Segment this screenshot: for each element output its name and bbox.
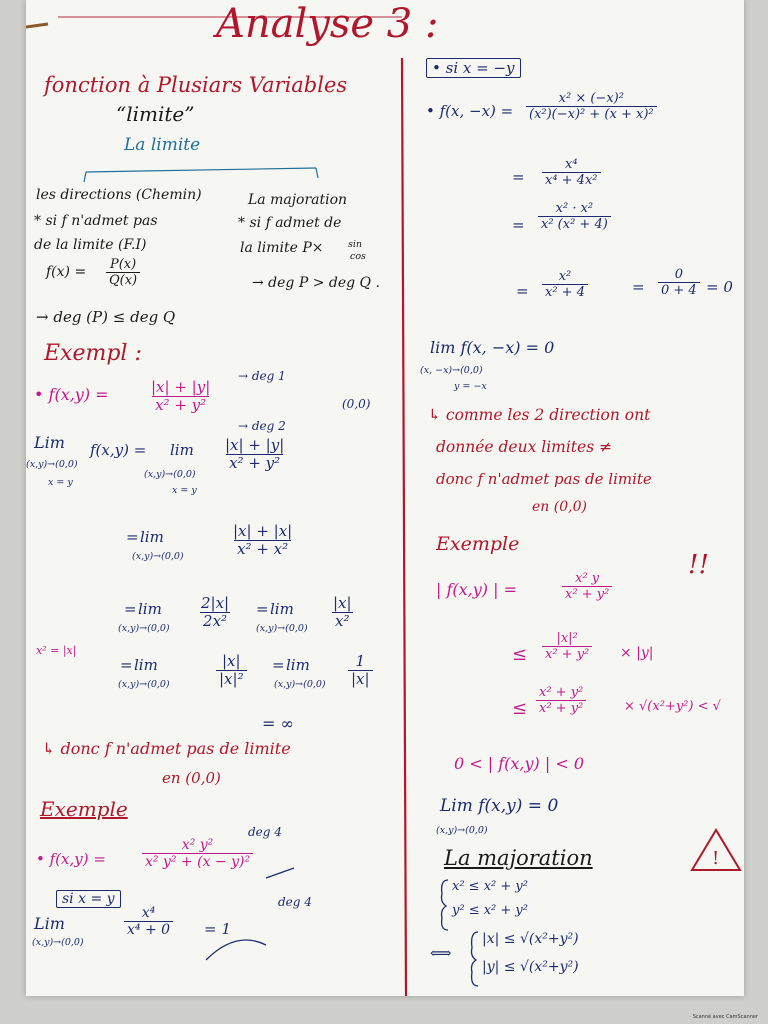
example2-lim: Lim	[34, 914, 65, 933]
fraction-denominator: x² + y²	[542, 646, 592, 662]
inequality-squeeze: 0 < | f(x,y) | < 0	[454, 754, 585, 773]
example3-abs-f: | f(x,y) | =	[436, 580, 517, 599]
majoration-sin: sin	[348, 239, 363, 250]
step3-eq-2: =	[256, 600, 269, 618]
fraction-numerator: x⁴	[564, 157, 578, 172]
example3-le1-tail: × |y|	[620, 645, 654, 661]
conclusion1-line2: en (0,0)	[162, 769, 221, 787]
page-title: Analyse 3 :	[216, 1, 439, 47]
right-result-zero: = 0	[706, 278, 733, 296]
step3-lim: lim	[138, 600, 162, 618]
example2-condition-box: si x = y	[56, 890, 121, 908]
fraction-denominator: x² (x² + 4)	[538, 216, 611, 232]
step4-sub: (x,y)→(0,0)	[118, 679, 170, 690]
step4-eq-2: =	[272, 656, 285, 674]
example2-limit-value: = 1	[204, 920, 231, 938]
fraction-denominator: |x|²	[216, 670, 247, 688]
right-limit-2-sub1: (x, −x)→(0,0)	[420, 365, 483, 376]
step4-lim: lim	[134, 656, 158, 674]
fraction-denominator: 0 + 4	[658, 282, 700, 298]
limit-sub-direction-2: x = y	[172, 485, 197, 496]
conclusion2-line3: donc f n'admet pas de limite	[436, 470, 652, 488]
right-eq-4: =	[516, 282, 529, 300]
fraction-numerator: |x|	[333, 594, 352, 612]
fraction-denominator: x⁴ + 4x²	[542, 172, 601, 188]
fraction-denominator: x⁴ + 0	[124, 921, 173, 938]
right-f: • f(x, −x) =	[426, 102, 514, 120]
subheading-la-limite: La limite	[124, 135, 201, 155]
fraction-numerator: |x|	[222, 652, 241, 670]
heading-limite: “limite”	[116, 102, 195, 126]
example3-le-2: ≤	[512, 698, 528, 719]
directions-line1: * si f n'admet pas	[34, 213, 158, 229]
majoration-line2: la limite P×	[240, 240, 324, 256]
scanner-credit: Scanné avec CamScanner	[692, 1014, 758, 1020]
example1-f: • f(x,y) =	[34, 385, 109, 404]
directions-f: f(x) =	[46, 264, 87, 280]
example2-deg4-top: deg 4	[248, 825, 282, 839]
fraction-numerator: |x|²	[556, 631, 578, 646]
right-condition-box: • si x = −y	[426, 58, 521, 78]
step2-lim: lim	[140, 528, 164, 546]
fraction-denominator: (x²)(−x)² + (x + x)²	[526, 106, 657, 122]
majoration-2-title: La majoration	[444, 846, 593, 870]
notes-page	[26, 0, 744, 996]
fraction-denominator: x² + y²	[536, 700, 586, 716]
step5-infinity: = ∞	[262, 714, 294, 733]
right-limit-2: lim f(x, −x) = 0	[430, 338, 555, 357]
example3-le-1: ≤	[512, 644, 528, 665]
step2-sub: (x,y)→(0,0)	[132, 551, 184, 562]
conclusion2-line2: donnée deux limites ≠	[436, 438, 613, 456]
limit-lim-2: lim	[170, 441, 194, 459]
directions-rule: → deg (P) ≤ deg Q	[36, 308, 176, 326]
step3-lim-2: lim	[270, 600, 294, 618]
fraction-numerator: x² · x²	[555, 201, 594, 216]
fraction-denominator: 2x²	[200, 612, 230, 630]
fraction-numerator: x² × (−x)²	[558, 91, 624, 106]
conclusion2-line4: en (0,0)	[532, 499, 587, 515]
majoration-rule: → deg P > deg Q .	[252, 275, 380, 291]
example3-le2-tail: × √(x²+y²) < √	[624, 699, 721, 714]
exclamation-marks: !!	[688, 550, 709, 580]
step3-sub: (x,y)→(0,0)	[118, 623, 170, 634]
fraction-numerator: x² y	[575, 571, 600, 586]
fraction-denominator: x² + 4	[542, 284, 588, 300]
fraction-numerator: 0	[674, 267, 683, 282]
fraction-numerator: P(x)	[109, 257, 137, 272]
example1-deg2: → deg 2	[238, 419, 286, 433]
limit-sub-path: (x,y)→(0,0)	[26, 459, 78, 470]
fraction-numerator: x⁴	[141, 905, 156, 921]
fraction-denominator: x² y² + (x − y)²	[142, 853, 253, 870]
fraction-denominator: Q(x)	[106, 272, 140, 288]
directions-title: les directions (Chemin)	[36, 187, 202, 203]
example1-point: (0,0)	[342, 397, 371, 411]
fraction-numerator: x² y²	[181, 837, 214, 853]
step4-lim-2: lim	[286, 656, 310, 674]
majoration-2-line4: |y| ≤ √(x²+y²)	[482, 959, 579, 975]
example2-f: • f(x,y) =	[36, 850, 106, 868]
brace-marks	[26, 0, 744, 996]
fraction-numerator: 1	[355, 652, 366, 670]
fraction-numerator: |x| + |y|	[225, 436, 285, 454]
right-eq-2: =	[512, 168, 525, 186]
example1-title: Exempl :	[44, 341, 142, 366]
fraction-numerator: |x| + |x|	[233, 522, 293, 540]
majoration-title: La majoration	[248, 192, 348, 208]
step2-eq: =	[126, 528, 139, 546]
conclusion2-line1: ↳ comme les 2 direction ont	[428, 406, 651, 424]
majoration-2-line1: x² ≤ x² + y²	[452, 879, 528, 894]
fraction-numerator: |x| + |y|	[151, 378, 211, 396]
fraction-numerator: 2|x|	[201, 594, 230, 612]
fraction-denominator: x² + y²	[226, 454, 283, 472]
majoration-line1: * si f admet de	[238, 215, 342, 231]
example3-title: Exemple	[436, 533, 520, 555]
fraction-numerator: x² + y²	[539, 685, 584, 700]
warning-mark: !	[712, 848, 720, 869]
iff-arrow: ⟺	[430, 944, 452, 962]
example2-title: Exemple	[40, 797, 128, 821]
limit-sub-path-2: (x,y)→(0,0)	[144, 469, 196, 480]
example1-deg1: → deg 1	[238, 369, 286, 383]
majoration-cos: cos	[350, 251, 366, 262]
fraction-denominator: x² + x²	[234, 540, 291, 558]
limit-3: Lim f(x,y) = 0	[440, 796, 559, 816]
step3-eq: =	[124, 600, 137, 618]
limit-3-sub: (x,y)→(0,0)	[436, 825, 488, 836]
limit-lim: Lim	[34, 433, 65, 452]
limit-sub-direction: x = y	[48, 477, 73, 488]
example2-lim-sub: (x,y)→(0,0)	[32, 937, 84, 948]
fraction-numerator: x²	[558, 269, 572, 284]
fraction-denominator: x² + y²	[152, 396, 209, 414]
heading-multivariable: fonction à Plusiars Variables	[44, 73, 348, 97]
right-eq-3: =	[512, 216, 525, 234]
step3-sub-2: (x,y)→(0,0)	[256, 623, 308, 634]
example2-deg4-bottom: deg 4	[278, 895, 312, 909]
right-limit-2-sub2: y = −x	[454, 381, 487, 392]
limit-f-eq: f(x,y) =	[90, 441, 147, 459]
fraction-denominator: |x|	[348, 670, 373, 688]
majoration-2-line2: y² ≤ x² + y²	[452, 903, 528, 918]
side-note: x² = |x|	[36, 644, 77, 657]
majoration-2-line3: |x| ≤ √(x²+y²)	[482, 931, 579, 947]
fraction-denominator: x² + y²	[562, 586, 612, 602]
conclusion1-line1: ↳ donc f n'admet pas de limite	[42, 739, 291, 758]
fraction-denominator: x²	[332, 612, 352, 630]
directions-line2: de la limite (F.I)	[34, 237, 147, 253]
step4-eq: =	[120, 656, 133, 674]
right-eq-5: =	[632, 278, 645, 296]
step4-sub-2: (x,y)→(0,0)	[274, 679, 326, 690]
